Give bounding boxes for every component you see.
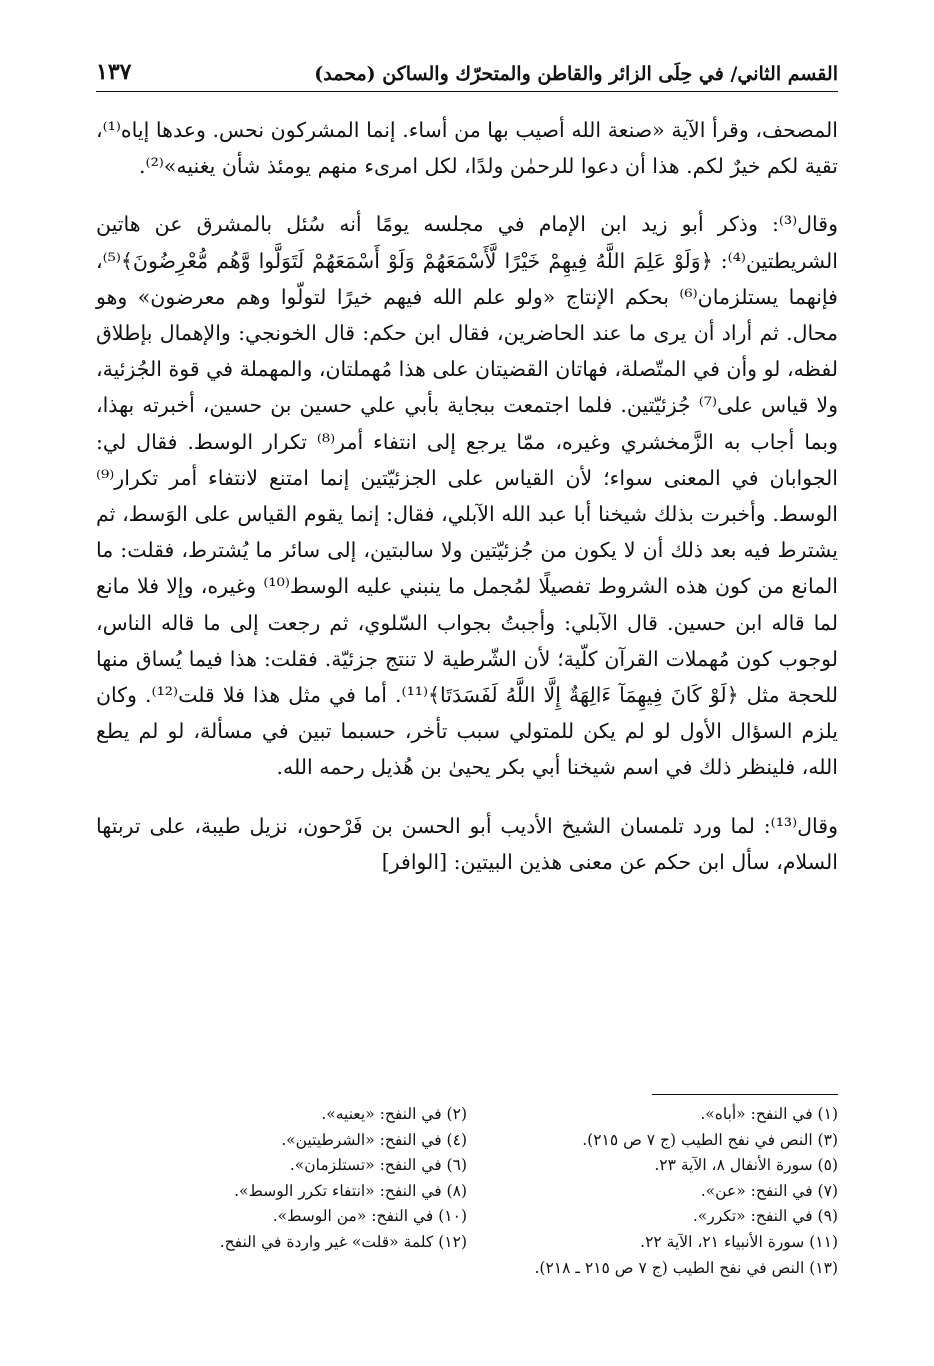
footnote-row [96,1102,838,1128]
footnote: (٩) في النفح: «تكرر». [692,1207,838,1226]
footnote: (٨) في النفح: «انتفاء تكرر الوسط». [234,1181,467,1200]
footnote: (٢) في النفح: «يعنيه». [321,1105,467,1123]
footnote: (٣) النص في نفح الطيب (ج ٧ ص ٢١٥). [582,1130,838,1149]
footnote-row [96,1153,838,1179]
footnotes [96,1102,838,1281]
footnote: (١) في النفح: «أباه». [700,1105,838,1123]
footnote: (٤) في النفح: «الشرطيتين». [281,1130,467,1149]
footnote-row [96,1128,838,1154]
main-text [96,112,838,880]
footnote-row [96,1230,838,1256]
footnote: (١٣) النص في نفح الطيب (ج ٧ ص ٢١٥ ـ ٢١٨). [534,1258,838,1277]
footnote: (٥) سورة الأنفال ٨، الآية ٢٣. [654,1156,838,1175]
footnote: (٦) في النفح: «تستلزمان». [289,1156,467,1175]
footnote-row [96,1179,838,1205]
paragraph: وقال⁽³⁾: وذكر أبو زيد ابن الإمام في مجلسه يومًا أنه سُئل بالمشرق عن هاتين الشريطتين⁽⁴⁾: ﴿وَلَوْ عَلِمَ اللَّهُ فِيهِمْ خَيْرًا لَّأَسْمَعَهُمْ وَلَوْ أَسْمَعَهُمْ لَتَوَلَّوا وَّهُم مُّعْرِضُونَ﴾⁽⁵⁾، فإنهما يستلزمان⁽⁶⁾ بحكم الإنتاج «ولو علم الله فيهم خيرًا لتولّوا وهم معرضون» وهو محال. ثم أراد أن يرى ما عند الحاضرين، فقال ابن حكم: قال الخونجي: والإهمال بإطلاق لفظه، لو وأن في المتّصلة، فهاتان القضيتان على هذا مُهملتان، والمهملة في قوة الجُزئية، ولا قياس على⁽⁷⁾ جُزئيّتين. فلما اجتمعت ببجاية بأبي علي حسين بن حسين، أخبرته بهذا، وبما أجاب به الزَّمخشري وغيره، ممّا يرجع إلى انتفاء أمر⁽⁸⁾ تكرار الوسط. فقال لي: الجوابان في المعنى سواء؛ لأن القياس على الجزئيّتين إنما امتنع لانتفاء أمر تكرار⁽⁹⁾ الوسط. وأخبرت بذلك شيخنا أبا عبد الله الآبلي، فقال: إنما يقوم القياس على الوَسط، ثم يشترط فيه بعد ذلك أن لا يكون من جُزئيّتين ولا سالبتين، إلى سائر ما يُشترط، فقلت: ما المانع من كون هذه الشروط تفصيلًا لمُجمل ما ينبني عليه الوسط⁽¹⁰⁾ وغيره، وإلا فلا مانع لما قاله ابن حسين. قال الآبلي: وأجبتُ بجواب السّلوي، ثم رجعت إلى ما قاله الناس، لوجوب كون مُهملات القرآن كلّية؛ لأن الشّرطية لا تنتج جزئيّة. فقلت: هذا فيما يُساق منها للحجة مثل ﴿لَوْ كَانَ فِيهِمَآ ءَالِهَةٌ إِلَّا اللَّهُ لَفَسَدَتَا﴾⁽¹¹⁾. أما في مثل هذا فلا قلت⁽¹²⁾. وكان يلزم السؤال الأول لو لم يكن للمتولي سبب تأخر، حسبما تبين في مسألة، لو لم يطع الله، فلينظر ذلك في اسم شيخنا أبي بكر يحيىٰ بن هُذيل رحمه الله. [96,212,839,780]
page-number: ١٣٧ [96,59,132,85]
footnote: (٧) في النفح: «عن». [700,1181,838,1200]
book-page [96,48,838,1346]
footnote: (١٢) كلمة «قلت» غير واردة في النفح. [219,1232,467,1251]
footnote: (١٠) في النفح: «من الوسط». [272,1207,467,1226]
paragraph: وقال⁽¹³⁾: لما ورد تلمسان الشيخ الأديب أبو الحسن بن فَرْحون، نزيل طيبة، على تربتها السلام، سأل ابن حكم عن معنى هذين البيتين: [الوافر] [96,813,838,874]
footnote-row [96,1204,838,1230]
running-title: القسم الثاني/ في حِلَى الزائر والقاطن والمتحرّك والساكن (محمد) [314,63,838,85]
page-header [96,48,838,92]
footnote: (١١) سورة الأنبياء ٢١، الآية ٢٢. [640,1232,838,1251]
footnotes-divider [652,1094,838,1095]
paragraph: المصحف، وقرأ الآية «صنعة الله أصيب بها من أساء. إنما المشركون نحس. وعدها إياه⁽¹⁾، تقية لكم خيرٌ لكم. هذا أن دعوا للرحمٰن ولدًا، لكل امرىء منهم يومئذ شأن يغنيه»⁽²⁾. [96,118,838,179]
